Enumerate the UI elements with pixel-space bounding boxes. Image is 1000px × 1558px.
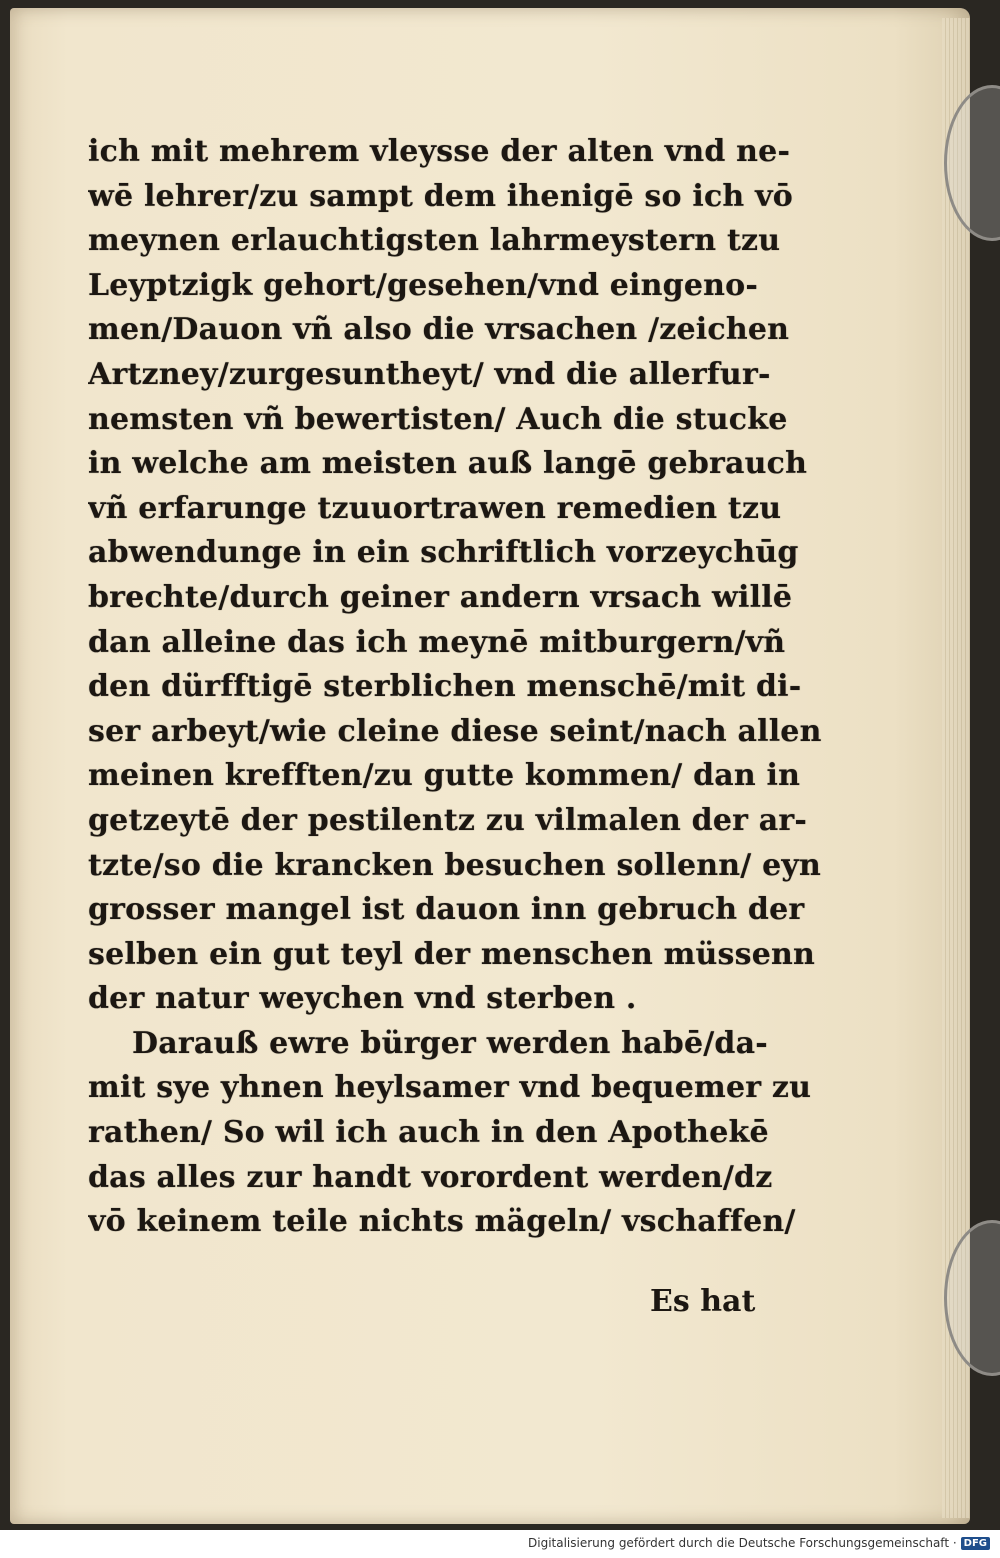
text-line: den dürfftigē sterblichen menschē/mit di- <box>88 669 802 705</box>
text-line: mit sye yhnen heylsamer vnd bequemer zu <box>88 1070 812 1106</box>
text-line: rathen/ So wil ich auch in den Apothekē <box>88 1115 769 1151</box>
text-line: abwendunge in ein schriftlich vorzeychūg <box>88 535 799 571</box>
text-line: der natur weychen vnd sterben . <box>88 981 637 1017</box>
credit-text: Digitalisierung gefördert durch die Deutsche Forschungsgemeinschaft · <box>528 1536 957 1550</box>
footer-bar <box>0 1530 1000 1558</box>
text-line: das alles zur handt vorordent werden/dz <box>88 1159 773 1195</box>
text-line: tzte/so die krancken besuchen sollenn/ eyn <box>88 847 821 883</box>
text-line: vñ erfarunge tzuuortrawen remedien tzu <box>88 490 782 526</box>
text-line: grosser mangel ist dauon inn gebruch der <box>88 892 805 928</box>
funding-credit <box>528 1536 990 1550</box>
text-line: nemsten vñ bewertisten/ Auch die stucke <box>88 401 788 437</box>
text-line: in welche am meisten auß langē gebrauch <box>88 446 808 482</box>
book-page <box>10 8 970 1524</box>
text-line: meynen erlauchtigsten lahrmeystern tzu <box>88 223 781 259</box>
text-line: vō keinem teile nichts mägeln/ vschaffen/ <box>88 1204 796 1240</box>
text-line: wē lehrer/zu sampt dem ihenigē so ich vō <box>88 178 793 214</box>
dfg-logo: DFG <box>961 1537 990 1550</box>
text-line: Darauß ewre bürger werden habē/da- <box>132 1025 768 1061</box>
text-line: ser arbeyt/wie cleine diese seint/nach allen <box>88 713 822 749</box>
text-line: Artzney/zurgesuntheyt/ vnd die allerfur- <box>88 356 771 392</box>
catchword: Es hat <box>650 1284 756 1319</box>
body-text <box>88 130 828 1245</box>
text-line: ich mit mehrem vleysse der alten vnd ne- <box>88 134 791 169</box>
text-line: men/Dauon vñ also die vrsachen /zeichen <box>88 312 790 348</box>
text-line: brechte/durch geiner andern vrsach willē <box>88 579 793 615</box>
text-line: Leyptzigk gehort/gesehen/vnd eingeno- <box>88 267 758 303</box>
text-line: selben ein gut teyl der menschen müssenn <box>88 936 816 972</box>
text-line: meinen krefften/zu gutte kommen/ dan in <box>88 758 801 794</box>
text-line: getzeytē der pestilentz zu vilmalen der ar- <box>88 802 808 838</box>
text-line: dan alleine das ich meynē mitburgern/vñ <box>88 624 786 660</box>
